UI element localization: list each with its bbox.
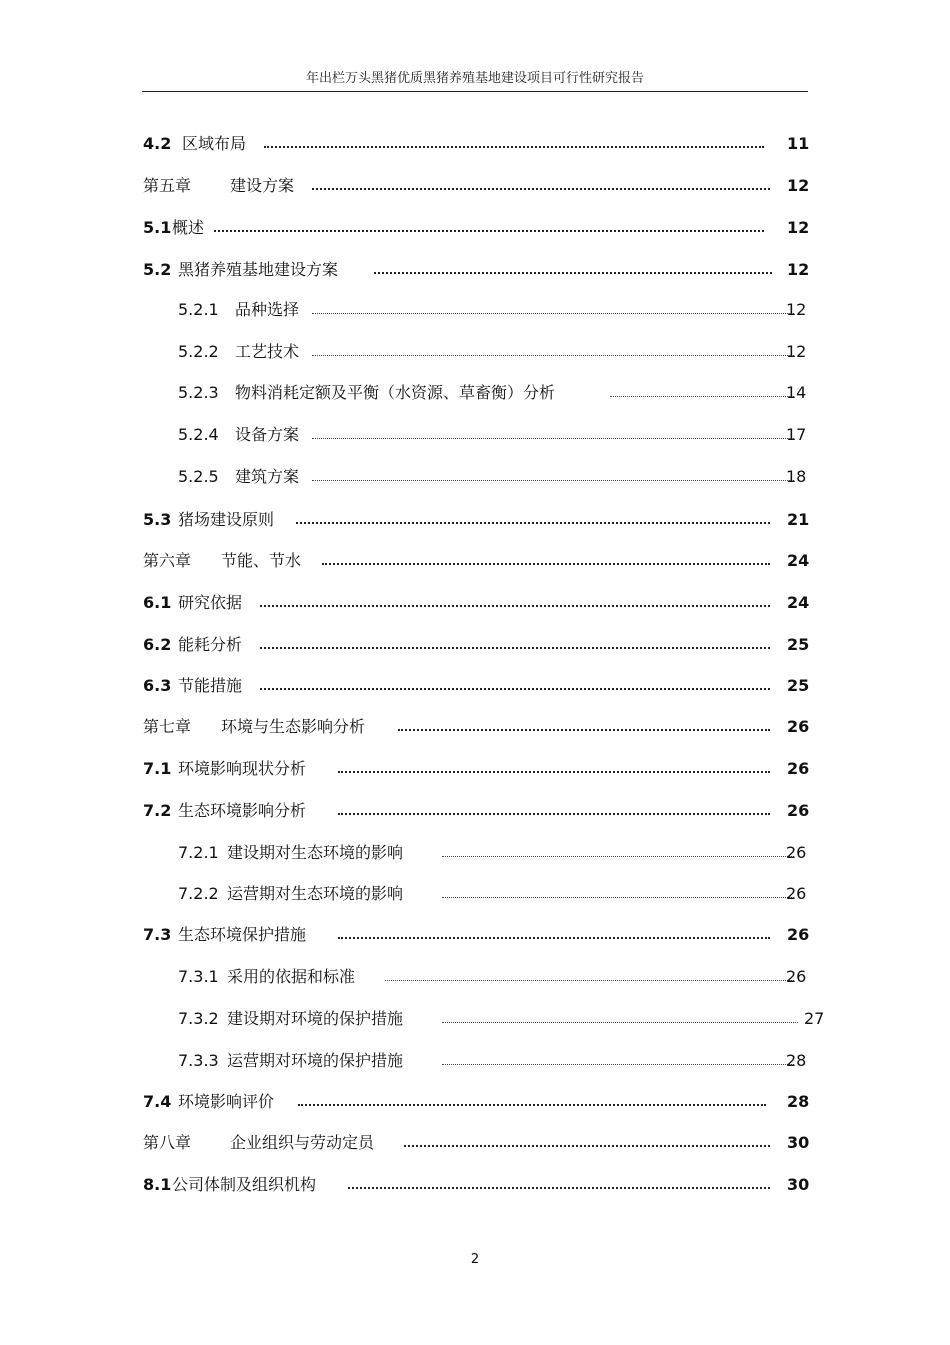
toc-entry-number: 7.2 <box>143 801 172 820</box>
toc-entry-number: 5.2.1 <box>178 300 219 319</box>
toc-entry[interactable] <box>0 175 950 197</box>
toc-entry-page: 24 <box>787 593 810 612</box>
toc-entry-number: 5.2.3 <box>178 383 219 402</box>
toc-entry-number: 7.2.2 <box>178 884 219 903</box>
toc-entry-number: 第八章 <box>143 1133 192 1152</box>
toc-entry-number: 7.3 <box>143 925 172 944</box>
toc-dot-leader <box>214 230 764 232</box>
toc-entry-page: 30 <box>787 1175 810 1194</box>
toc-entry-label: 环境影响评价 <box>178 1092 275 1111</box>
toc-entry-number: 5.2.2 <box>178 342 219 361</box>
toc-entry[interactable] <box>0 966 950 988</box>
toc-dot-leader <box>442 1022 798 1023</box>
toc-entry[interactable] <box>0 716 950 738</box>
toc-entry-page: 28 <box>787 1092 810 1111</box>
toc-entry[interactable] <box>0 217 950 239</box>
toc-entry[interactable] <box>0 1091 950 1113</box>
toc-entry[interactable] <box>0 259 950 281</box>
toc-entry-number: 5.2.5 <box>178 467 219 486</box>
toc-entry-number: 6.1 <box>143 593 172 612</box>
toc-entry-label: 企业组织与劳动定员 <box>230 1133 375 1152</box>
toc-entry-label: 建设期对环境的保护措施 <box>227 1009 404 1028</box>
toc-dot-leader <box>404 1145 770 1147</box>
toc-dot-leader <box>374 272 772 274</box>
toc-entry-page: 26 <box>786 884 807 903</box>
toc-entry[interactable] <box>0 842 950 864</box>
toc-entry[interactable] <box>0 1174 950 1196</box>
toc-entry[interactable] <box>0 550 950 572</box>
toc-entry-number: 第七章 <box>143 717 192 736</box>
toc-entry-label: 概述 <box>172 218 205 237</box>
toc-entry-number: 7.4 <box>143 1092 172 1111</box>
toc-entry-number: 8.1 <box>143 1175 172 1194</box>
toc-dot-leader <box>312 188 770 190</box>
toc-entry-number: 5.3 <box>143 510 172 529</box>
toc-entry-label: 运营期对环境的保护措施 <box>227 1051 404 1070</box>
toc-entry-page: 21 <box>787 510 810 529</box>
toc-dot-leader <box>338 771 770 773</box>
toc-dot-leader <box>398 729 770 731</box>
toc-entry-label: 环境影响现状分析 <box>178 759 307 778</box>
toc-entry[interactable] <box>0 634 950 656</box>
toc-dot-leader <box>442 856 794 857</box>
toc-entry[interactable] <box>0 883 950 905</box>
toc-entry-label: 环境与生态影响分析 <box>221 717 366 736</box>
toc-entry-label: 采用的依据和标准 <box>227 967 356 986</box>
toc-entry-number: 6.3 <box>143 676 172 695</box>
document-header-title: 年出栏万头黑猪优质黑猪养殖基地建设项目可行性研究报告 <box>305 71 644 86</box>
toc-dot-leader <box>260 688 770 690</box>
toc-entry-label: 生态环境影响分析 <box>178 801 307 820</box>
toc-entry-number: 6.2 <box>143 635 172 654</box>
toc-entry-page: 12 <box>787 218 810 237</box>
toc-dot-leader <box>312 313 794 314</box>
toc-entry-page: 25 <box>787 635 810 654</box>
toc-entry-page: 12 <box>787 176 810 195</box>
toc-entry[interactable] <box>0 1050 950 1072</box>
toc-entry-page: 26 <box>787 759 810 778</box>
toc-entry-page: 24 <box>787 551 810 570</box>
toc-entry-label: 品种选择 <box>235 300 300 319</box>
toc-entry-number: 7.1 <box>143 759 172 778</box>
toc-entry-number: 7.3.1 <box>178 967 219 986</box>
toc-entry-page: 12 <box>786 300 807 319</box>
toc-entry-label: 建设方案 <box>230 176 295 195</box>
toc-entry[interactable] <box>0 800 950 822</box>
toc-entry-label: 节能、节水 <box>221 551 302 570</box>
toc-entry[interactable] <box>0 299 950 321</box>
toc-dot-leader <box>312 438 794 439</box>
toc-entry[interactable] <box>0 466 950 488</box>
toc-entry[interactable] <box>0 1132 950 1154</box>
toc-entry[interactable] <box>0 675 950 697</box>
toc-entry-label: 生态环境保护措施 <box>178 925 307 944</box>
toc-entry-number: 5.2.4 <box>178 425 219 444</box>
toc-entry-page: 12 <box>787 260 810 279</box>
toc-entry-label: 工艺技术 <box>235 342 300 361</box>
toc-entry-page: 25 <box>787 676 810 695</box>
toc-dot-leader <box>312 480 794 481</box>
toc-entry[interactable] <box>0 424 950 446</box>
toc-entry-number: 5.2 <box>143 260 172 279</box>
toc-entry-page: 26 <box>787 925 810 944</box>
toc-entry-page: 17 <box>786 425 807 444</box>
toc-dot-leader <box>442 1064 794 1065</box>
toc-entry-page: 12 <box>786 342 807 361</box>
toc-entry-number: 5.1 <box>143 218 172 237</box>
toc-dot-leader <box>385 980 794 981</box>
toc-entry-label: 区域布局 <box>182 134 247 153</box>
page-number: 2 <box>470 1252 480 1267</box>
toc-entry-label: 黑猪养殖基地建设方案 <box>178 260 339 279</box>
toc-entry[interactable] <box>0 1008 950 1030</box>
toc-dot-leader <box>298 1104 766 1106</box>
toc-entry[interactable] <box>0 924 950 946</box>
toc-entry-number: 7.3.3 <box>178 1051 219 1070</box>
toc-dot-leader <box>338 937 770 939</box>
toc-entry-number: 7.2.1 <box>178 843 219 862</box>
toc-entry-page: 18 <box>786 467 807 486</box>
toc-entry-label: 猪场建设原则 <box>178 510 275 529</box>
toc-entry-page: 30 <box>787 1133 810 1152</box>
toc-entry-label: 设备方案 <box>235 425 300 444</box>
toc-entry-page: 26 <box>787 801 810 820</box>
toc-entry-number: 7.3.2 <box>178 1009 219 1028</box>
toc-entry-number: 4.2 <box>143 134 172 153</box>
toc-entry-label: 研究依据 <box>178 593 243 612</box>
toc-dot-leader <box>610 396 794 397</box>
toc-entry-page: 26 <box>787 717 810 736</box>
toc-entry-page: 14 <box>786 383 807 402</box>
toc-entry-label: 节能措施 <box>178 676 243 695</box>
toc-entry-page: 11 <box>787 134 810 153</box>
toc-entry-page: 27 <box>804 1009 825 1028</box>
toc-entry[interactable] <box>0 133 950 155</box>
toc-entry-label: 能耗分析 <box>178 635 243 654</box>
toc-entry[interactable] <box>0 592 950 614</box>
toc-dot-leader <box>348 1187 770 1189</box>
toc-entry-number: 第六章 <box>143 551 192 570</box>
toc-entry-page: 26 <box>786 967 807 986</box>
toc-entry-page: 28 <box>786 1051 807 1070</box>
toc-entry-label: 建设期对生态环境的影响 <box>227 843 404 862</box>
toc-dot-leader <box>260 605 770 607</box>
toc-dot-leader <box>264 146 764 148</box>
toc-entry[interactable] <box>0 509 950 531</box>
toc-entry-label: 运营期对生态环境的影响 <box>227 884 404 903</box>
toc-entry-label: 物料消耗定额及平衡（水资源、草畜衡）分析 <box>235 383 556 402</box>
toc-entry-number: 第五章 <box>143 176 192 195</box>
toc-entry-page: 26 <box>786 843 807 862</box>
toc-dot-leader <box>322 563 770 565</box>
toc-entry[interactable] <box>0 341 950 363</box>
toc-dot-leader <box>338 813 770 815</box>
toc-dot-leader <box>312 355 794 356</box>
toc-entry-label: 公司体制及组织机构 <box>172 1175 317 1194</box>
toc-dot-leader <box>260 647 770 649</box>
toc-dot-leader <box>442 897 794 898</box>
toc-entry[interactable] <box>0 382 950 404</box>
toc-dot-leader <box>296 522 770 524</box>
toc-entry-label: 建筑方案 <box>235 467 300 486</box>
toc-entry[interactable] <box>0 758 950 780</box>
